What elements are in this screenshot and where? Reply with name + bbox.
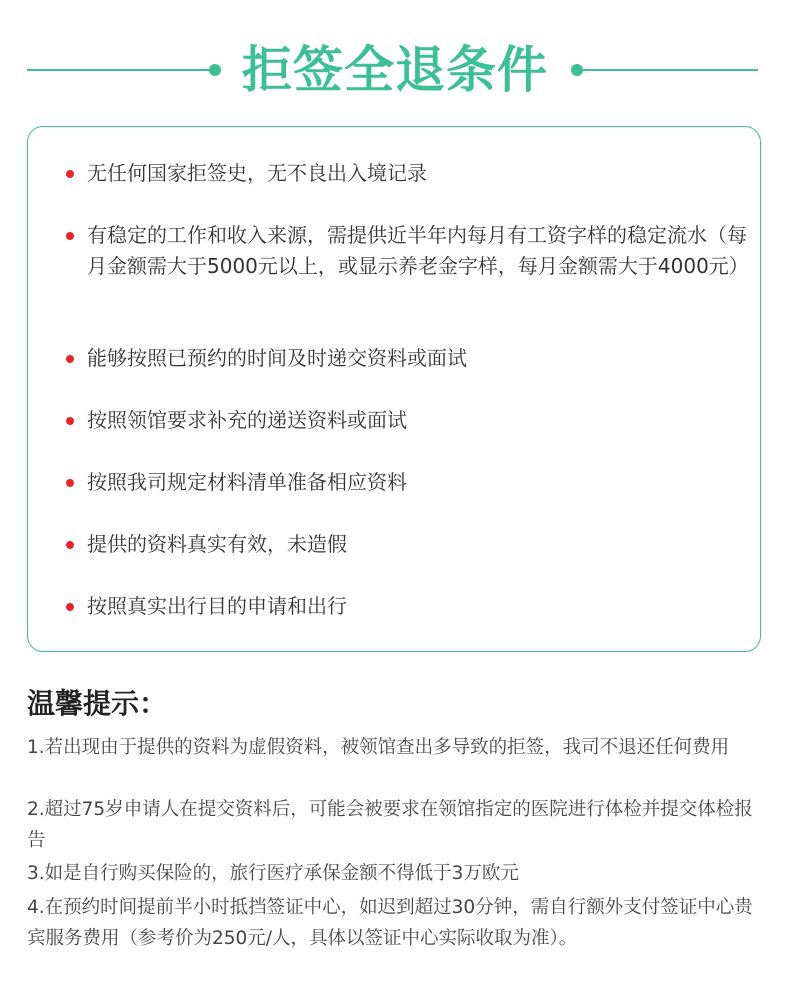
condition-text: 能够按照已预约的时间及时递交资料或面试 <box>87 346 467 370</box>
bullet-icon <box>66 232 74 240</box>
condition-text: 按照真实出行目的申请和出行 <box>87 594 347 618</box>
bullet-icon <box>66 170 74 178</box>
tip-item: 2.超过75岁申请人在提交资料后，可能会被要求在领馆指定的医院进行体检并提交体检报告 <box>27 799 753 851</box>
tips-heading: 温馨提示： <box>27 687 168 720</box>
title-divider-left <box>27 69 215 71</box>
tip-item: 1.若出现由于提供的资料为虚假资料，被领馆查出多导致的拒签，我司不退还任何费用 <box>27 737 730 758</box>
tip-item: 4.在预约时间提前半小时抵挡签证中心，如迟到超过30分钟，需自行额外支付签证中心贵宾服务费用（参考价为250元/人，具体以签证中心实际收取为准）。 <box>27 897 753 949</box>
condition-item <box>87 343 747 374</box>
title-divider-right <box>580 69 758 71</box>
condition-item <box>87 467 747 498</box>
bullet-icon <box>66 355 74 363</box>
bullet-icon <box>66 479 74 487</box>
condition-text: 按照我司规定材料清单准备相应资料 <box>87 470 407 494</box>
condition-text: 无任何国家拒签史，无不良出入境记录 <box>87 161 427 185</box>
condition-text: 按照领馆要求补充的递送资料或面试 <box>87 408 407 432</box>
condition-item <box>87 405 747 436</box>
condition-item <box>87 158 747 189</box>
conditions-panel <box>27 126 761 652</box>
condition-item <box>87 591 747 622</box>
bullet-icon <box>66 417 74 425</box>
condition-item <box>87 529 747 560</box>
tip-item: 3.如是自行购买保险的，旅行医疗承保金额不得低于3万欧元 <box>27 863 519 884</box>
bullet-icon <box>66 603 74 611</box>
condition-text: 有稳定的工作和收入来源，需提供近半年内每月有工资字样的稳定流水（每月金额需大于5000元以上，或显示养老金字样，每月金额需大于4000元） <box>87 223 749 278</box>
bullet-icon <box>66 541 74 549</box>
condition-item <box>87 220 747 282</box>
section-title-row <box>0 40 790 100</box>
title-dot-left <box>209 64 221 76</box>
page-title: 拒签全退条件 <box>242 41 548 99</box>
condition-text: 提供的资料真实有效，未造假 <box>87 532 347 556</box>
